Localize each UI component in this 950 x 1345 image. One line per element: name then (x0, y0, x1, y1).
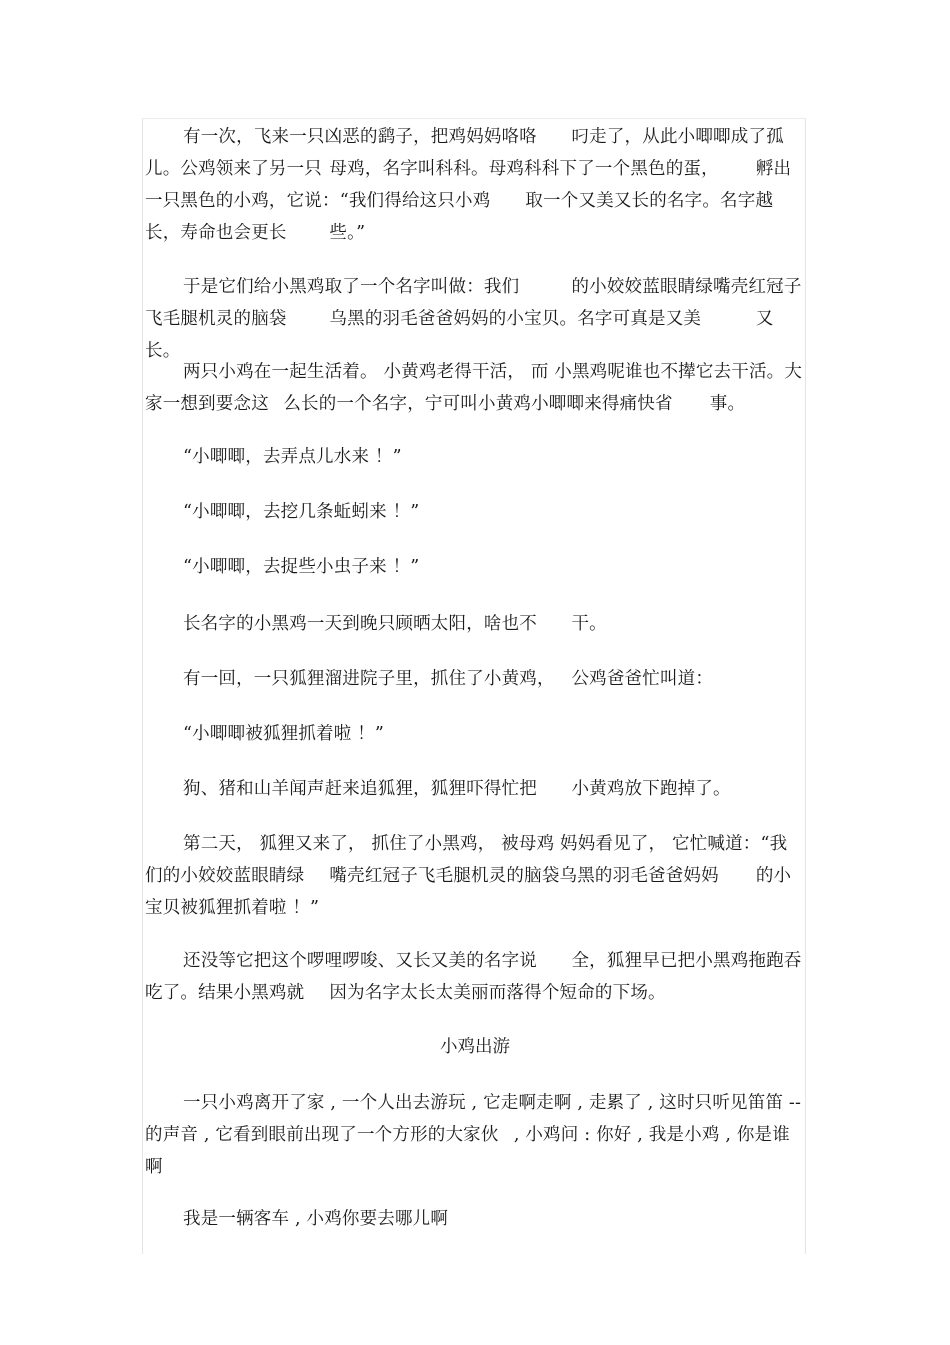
section-paragraph-1: 一只小鸡离开了家 , 一个人出去游玩 , 它走啊走啊 , 走累了 , 这时只听见笛笛 -- 的声音 , 它看到眼前出现了一个方形的大家伙 , 小鸡问 : 你好 , 我是小鸡 , 你是谁啊 (145, 1093, 807, 1177)
section-title: 小鸡出游 (440, 1037, 510, 1057)
paragraph-7: 长名字的小黑鸡一天到晚只顾晒太阳，啥也不 干。 (183, 614, 607, 634)
paragraph-9: “小唧唧被狐狸抓着啦 ！” (183, 724, 385, 744)
paragraph-8: 有一回，一只狐狸溜进院子里，抓住了小黄鸡， 公鸡爸爸忙叫道： (183, 669, 714, 689)
paragraph-1: 有一次，飞来一只凶恶的鹞子，把鸡妈妈咯咯 叼走了，从此小唧唧成了孤儿。公鸡领来了另一只 母鸡，名字叫科科。母鸡科科下了一个黑色的蛋， 孵出一只黑色的小鸡，它说：“我们得给这只小鸡 取一个又美又长的名字。名字越长，寿命也会更长 些。” (145, 127, 792, 243)
paragraph-6: “小唧唧，去捉些小虫子来 ！” (183, 557, 420, 577)
paragraph-10: 狗、猪和山羊闻声赶来追狐狸，狐狸吓得忙把 小黄鸡放下跑掉了。 (183, 779, 731, 799)
paragraph-2: 于是它们给小黑鸡取了一个名字叫做：我们 的小姣姣蓝眼睛绿嘴壳红冠子飞毛腿机灵的脑袋 乌黑的羽毛爸爸妈妈的小宝贝。名字可真是又美 又长。 (145, 277, 802, 361)
paragraph-3: 两只小鸡在一起生活着。 小黄鸡老得干活， 而 小黑鸡呢谁也不撵它去干活。大家一想到要念这 么长的一个名字，宁可叫小黄鸡小唧唧来得痛快省 事。 (145, 362, 803, 414)
paragraph-12: 还没等它把这个啰哩啰唆、又长又美的名字说 全，狐狸早已把小黑鸡拖跑吞吃了。结果小黑鸡就 因为名字太长太美丽而落得个短命的下场。 (145, 951, 802, 1003)
paragraph-4: “小唧唧，去弄点儿水来 ！” (183, 447, 402, 467)
document-page (142, 118, 806, 1254)
paragraph-5: “小唧唧，去挖几条蚯蚓来 ！” (183, 502, 420, 522)
section-paragraph-2: 我是一辆客车 , 小鸡你要去哪儿啊 (183, 1209, 449, 1229)
paragraph-11: 第二天， 狐狸又来了， 抓住了小黑鸡， 被母鸡 妈妈看见了， 它忙喊道：“我们的小姣姣蓝眼睛绿 嘴壳红冠子飞毛腿机灵的脑袋乌黑的羽毛爸爸妈妈 的小宝贝被狐狸抓着啦 ！” (145, 834, 792, 918)
